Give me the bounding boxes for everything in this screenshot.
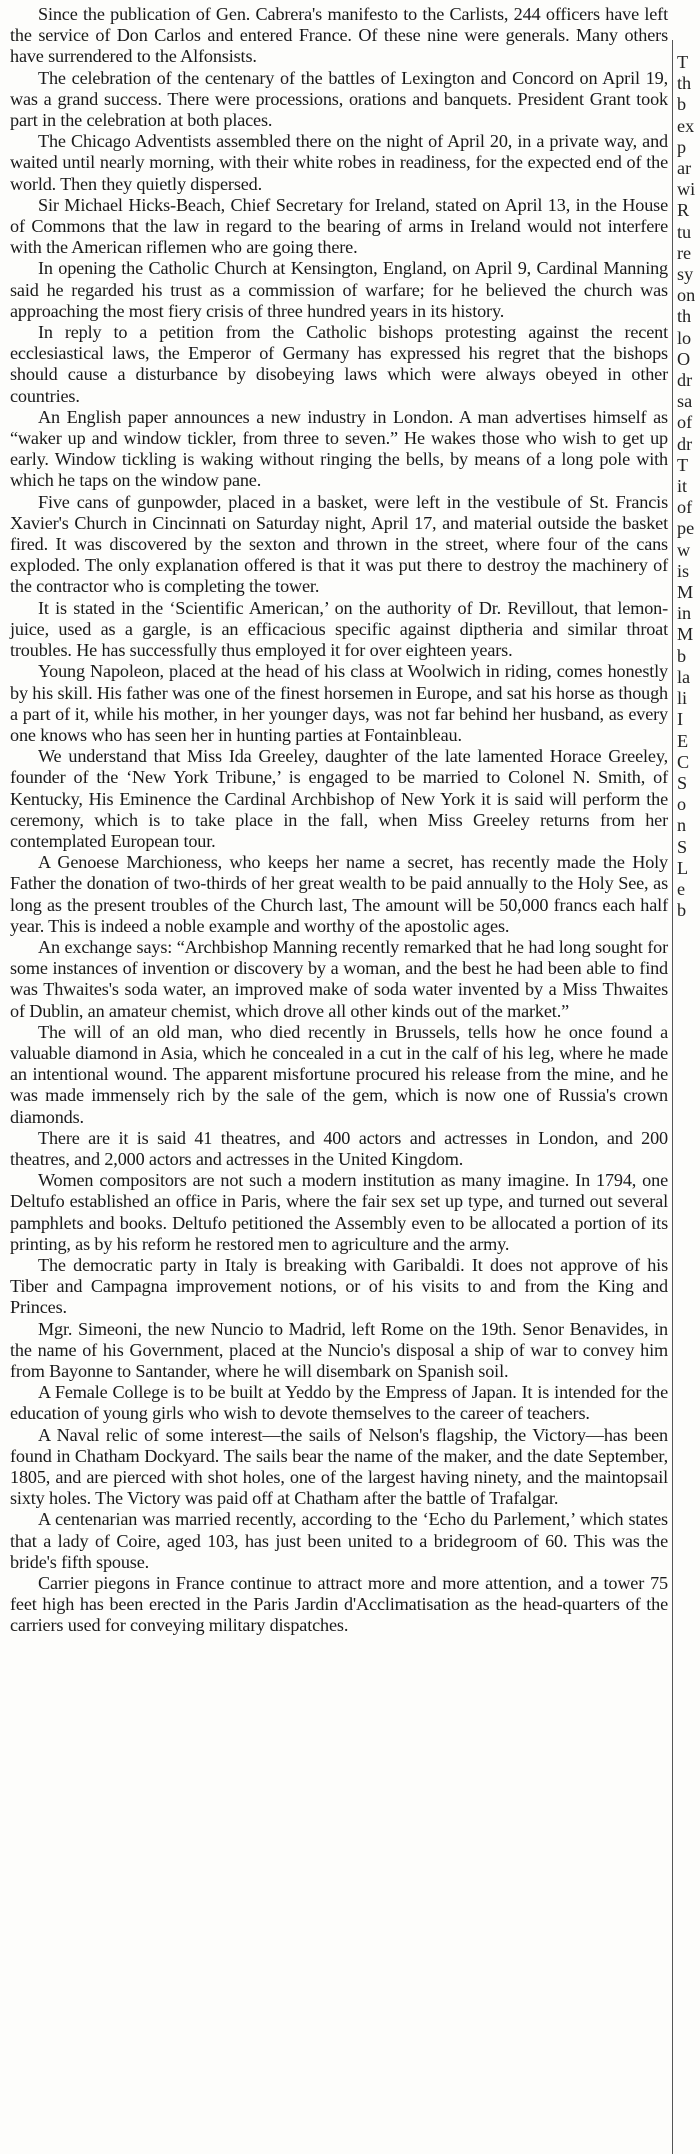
news-column xyxy=(10,4,668,1637)
news-item-kensington: In opening the Catholic Church at Kensington, England, on April 9, Cardinal Manning said he regarded his trust as a commission of warfare; for he believed the church was approaching the most fiery crisis of three hundred years in its history. xyxy=(10,258,668,321)
news-item-window-tickler: An English paper announces a new industry in London. A man advertises himself as “waker up and window tickler, from three to seven.” He wakes those who wish to get up early. Window tickling is waking without ringing the bells, by means of a long pole with which he taps on the window pane. xyxy=(10,406,668,491)
adjacent-column-fragment: S xyxy=(677,772,688,793)
adjacent-column-fragment: M xyxy=(677,582,694,603)
news-item-carrier-pigeons: Carrier piegons in France continue to attract more and more attention, and a tower 75 feet high has been erected in the Paris Jardin d'Acclimatisation as the head-quarters of the carriers used for conveying military dispatches. xyxy=(10,1573,668,1636)
news-item-adventists: The Chicago Adventists assembled there on the night of April 20, in a private way, and waited until nearly morning, with their white robes in readiness, for the expected end of the world. Then they quietly dispersed. xyxy=(10,131,668,194)
news-item-gunpowder: Five cans of gunpowder, placed in a basket, were left in the vestibule of St. Francis Xavier's Church in Cincinnati on Saturday night, April 17, and material outside the basket fired. It was discovered by the sexton and thrown in the street, where four of the cans exploded. The only explanation offered is that it was put there to destroy the machinery of the contractor who is completing the tower. xyxy=(10,491,668,597)
column-divider xyxy=(672,40,673,2154)
adjacent-column-fragment: th xyxy=(677,73,692,94)
news-item-emperor-germany: In reply to a petition from the Catholic bishops protesting against the recent ecclesiastical laws, the Emperor of Germany has expressed his regret that the bishops should cause a disturbance by disobeying laws which were always obeyed in other countries. xyxy=(10,322,668,406)
adjacent-column-fragment: C xyxy=(677,751,690,772)
news-item-greeley: We understand that Miss Ida Greeley, daughter of the late lamented Horace Greeley, founder of the ‘New York Tribune,’ is engaged to be married to Colonel N. Smith, of Kentucky, His Eminence the Cardinal Archbishop of New York it is said will perform the ceremony, which is to take place in the fall, when Miss Greeley returns from her contemplated European tour. xyxy=(10,746,668,851)
news-item-theatres: There are it is said 41 theatres, and 400 actors and actresses in London, and 200 theatres, and 2,000 actors and actresses in the United Kingdom. xyxy=(10,1127,668,1169)
adjacent-column-fragment: wi xyxy=(677,179,696,200)
adjacent-column-fragment: T xyxy=(677,52,689,72)
adjacent-column-fragment: sy xyxy=(677,264,694,285)
news-item-cabrera: Since the publication of Gen. Cabrera's manifesto to the Carlists, 244 officers have left the service of Don Carlos and entered France. Of these nine were generals. Many others have surrendered to the Alfonsists. xyxy=(10,4,668,67)
adjacent-column-fragment: S xyxy=(677,836,688,857)
adjacent-column-fragment: M xyxy=(677,624,694,645)
adjacent-column-fragment: tu xyxy=(677,221,692,242)
adjacent-column-fragment: b xyxy=(677,900,687,921)
adjacent-column-fragment: ex xyxy=(677,115,695,136)
adjacent-column-fragment: la xyxy=(677,666,691,687)
news-item-lexington: The celebration of the centenary of the battles of Lexington and Concord on April 19, was a grand success. There were processions, orations and banquets. President Grant took part in the celebration at both places. xyxy=(10,67,668,131)
adjacent-column-fragment: T xyxy=(677,454,689,475)
adjacent-column-fragment: li xyxy=(677,688,688,709)
adjacent-column-fragment: E xyxy=(677,730,689,751)
news-item-naval-relic: A Naval relic of some interest—the sails of Nelson's flagship, the Victory—has been found in Chatham Dockyard. The sails bear the name of the maker, and the date September, 1805, and are pierced with shot holes, one of the largest having ninety, and the maintopsail sixty holes. The Victory was paid off at Chatham after the battle of Trafalgar. xyxy=(10,1424,668,1509)
adjacent-column-fragments xyxy=(677,52,700,921)
news-item-marchioness: A Genoese Marchioness, who keeps her name a secret, has recently made the Holy Father the donation of two-thirds of her great wealth to be paid annually to the Holy See, as long as the present troubles of the Church last, The amount will be 50,000 francs each half year. This is indeed a noble example and worthy of the apostolic ages. xyxy=(10,852,668,936)
news-item-soda-water: An exchange says: “Archbishop Manning recently remarked that he had long sought for some instances of invention or discovery by a woman, and the best he had been able to find was Thwaites's soda water, an improved make of soda water invented by a Miss Thwaites of Dublin, an amateur chemist, which drove all other kinds out of the market.” xyxy=(10,936,668,1021)
adjacent-column-fragment: ar xyxy=(677,158,692,179)
news-item-lemon-juice: It is stated in the ‘Scientific American,’ on the authority of Dr. Revillout, that lemon-juice, used as a gargle, is an efficacious specific against diptheria and similar throat troubles. He has successfully thus employed it for over eighteen years. xyxy=(10,597,668,661)
adjacent-column-fragment: is xyxy=(677,560,690,581)
adjacent-column-fragment: of xyxy=(677,497,693,518)
adjacent-column-fragment: in xyxy=(677,603,692,624)
adjacent-column-fragment: o xyxy=(677,794,687,815)
news-item-compositors: Women compositors are not such a modern institution as many imagine. In 1794, one Deltufo established an office in Paris, where the fair sex set up type, and turned out several pamphlets and books. Deltufo petitioned the Assembly even to be allocated a portion of its printing, as by his reform he restored men to agriculture and the army. xyxy=(10,1170,668,1254)
news-item-centenarian: A centenarian was married recently, according to the ‘Echo du Parlement,’ which states that a lady of Coire, aged 103, has just been united to a bridegroom of 60. This was the bride's fifth spouse. xyxy=(10,1509,668,1572)
news-item-diamond: The will of an old man, who died recently in Brussels, tells how he once found a valuable diamond in Asia, which he concealed in a cut in the calf of his leg, where he made an intentional wound. The apparent misfortune procured his release from the mine, and he was made immensely rich by the sale of the gem, which is now one of Russia's crown diamonds. xyxy=(10,1021,668,1127)
news-item-female-college: A Female College is to be built at Yeddo by the Empress of Japan. It is intended for the education of young girls who wish to devote themselves to the career of teachers. xyxy=(10,1382,668,1424)
news-item-garibaldi: The democratic party in Italy is breaking with Garibaldi. It does not approve of his Tiber and Campagna improvement notions, or of his visits to and from the King and Princes. xyxy=(10,1254,668,1318)
news-item-napoleon: Young Napoleon, placed at the head of his class at Woolwich in riding, comes honestly by his skill. His father was one of the finest horsemen in Europe, and sat his horse as though a part of it, while his mother, in her younger days, was not far behind her husband, as every one knows who has seen her in hunting parties at Fontainbleau. xyxy=(10,661,668,745)
adjacent-column-fragment: re xyxy=(677,242,692,263)
adjacent-column-fragment: of xyxy=(677,412,693,433)
adjacent-column-fragment: R xyxy=(677,200,690,221)
adjacent-column-fragment: w xyxy=(677,539,691,560)
adjacent-column-fragment: on xyxy=(677,285,696,306)
adjacent-column-fragment: b xyxy=(677,94,687,115)
adjacent-column-fragment: e xyxy=(677,878,686,899)
news-item-simeoni: Mgr. Simeoni, the new Nuncio to Madrid, left Rome on the 19th. Senor Benavides, in the name of his Government, placed at the Nuncio's disposal a ship of war to convey him from Bayonne to Santander, where he will disembark on Spanish soil. xyxy=(10,1318,668,1381)
adjacent-column-fragment: n xyxy=(677,815,687,836)
adjacent-column-fragment: dr xyxy=(677,433,693,454)
adjacent-column-fragment: p xyxy=(677,136,687,157)
news-item-hicks-beach: Sir Michael Hicks-Beach, Chief Secretary for Ireland, stated on April 13, in the House of Commons that the law in regard to the bearing of arms in Ireland would not interfere with the American riflemen who are going there. xyxy=(10,194,668,258)
adjacent-column-fragment: lo xyxy=(677,327,692,348)
adjacent-column-fragment: th xyxy=(677,306,692,327)
adjacent-column-fragment: L xyxy=(677,857,689,878)
adjacent-column-fragment: I xyxy=(677,709,684,730)
adjacent-column-fragment: b xyxy=(677,645,687,666)
adjacent-column-fragment: O xyxy=(677,348,691,369)
adjacent-column-fragment: pe xyxy=(677,518,695,539)
adjacent-column-fragment: it xyxy=(677,476,688,497)
adjacent-column-fragment: dr xyxy=(677,370,693,391)
adjacent-column-fragment: sa xyxy=(677,391,693,412)
